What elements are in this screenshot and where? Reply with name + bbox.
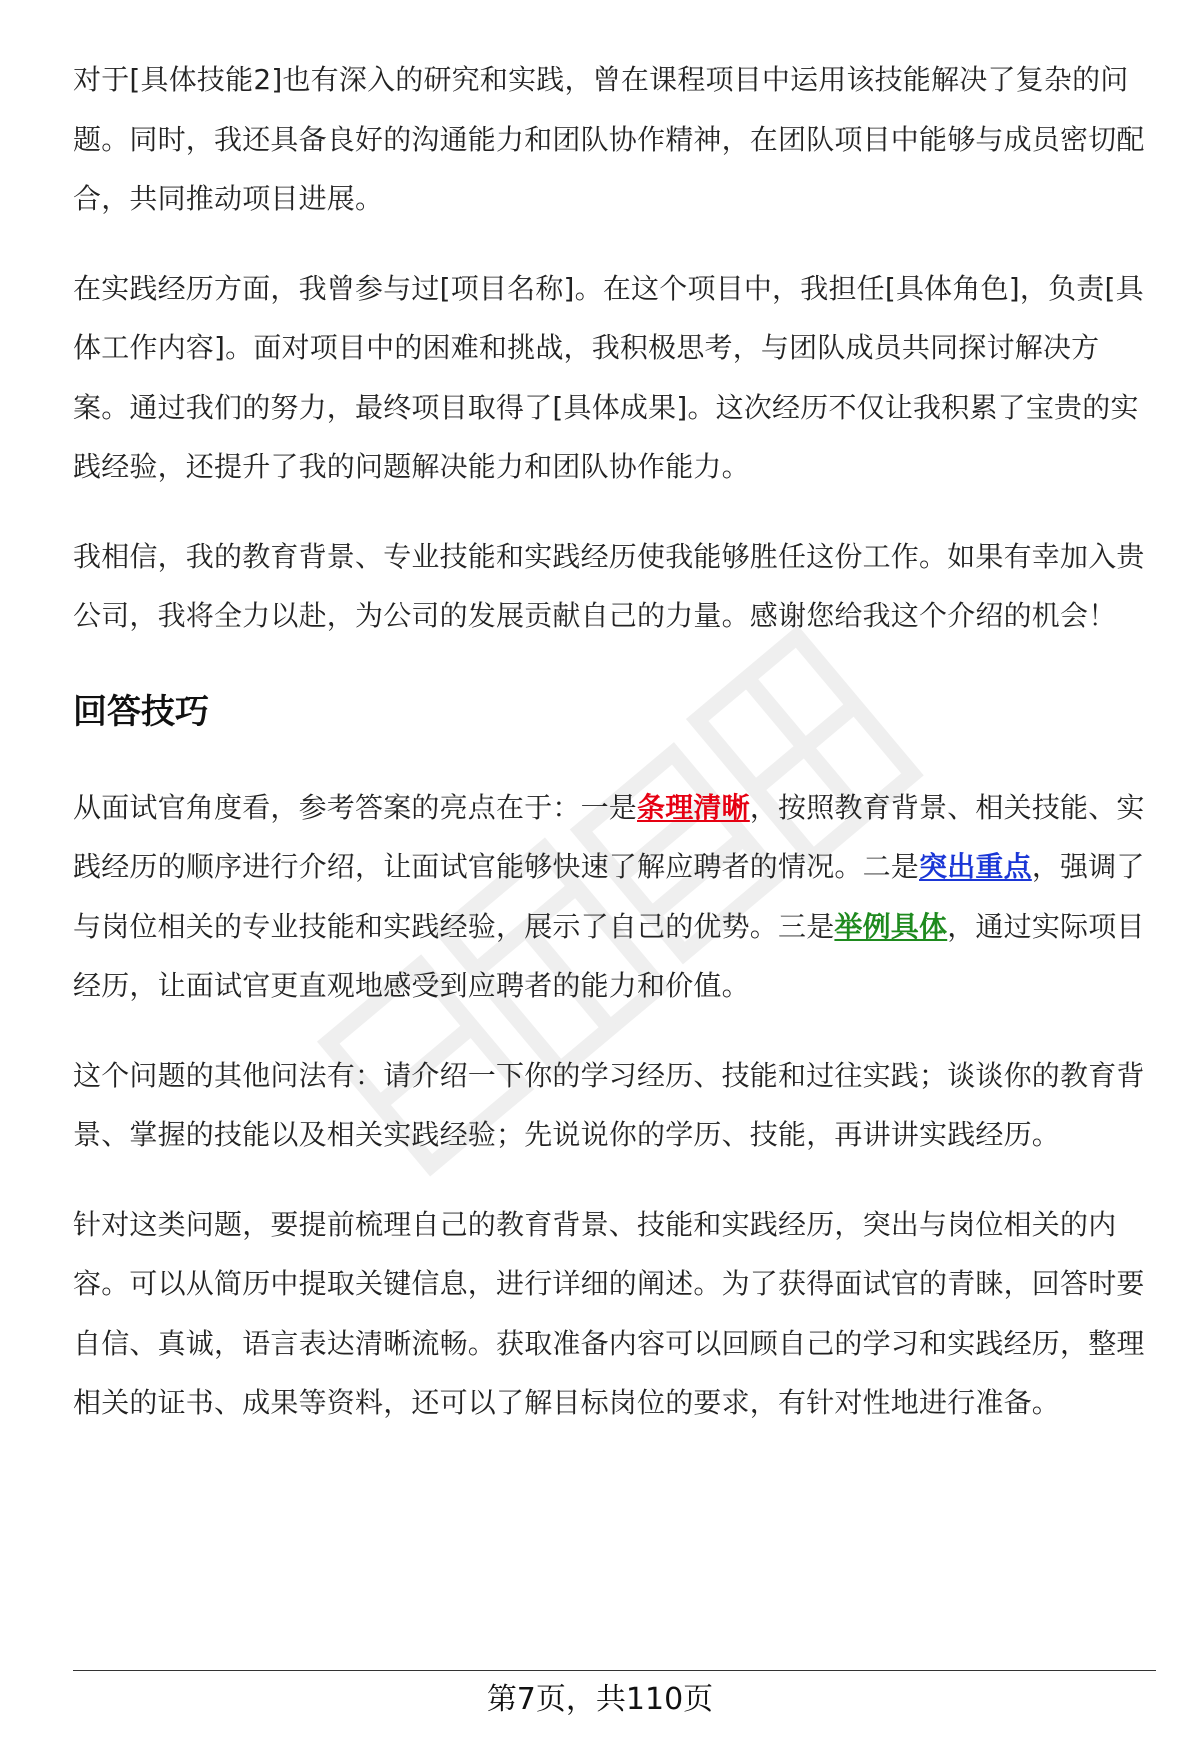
paragraph-skills: 对于[具体技能2]也有深入的研究和实践，曾在课程项目中运用该技能解决了复杂的问题。同时，我还具备良好的沟通能力和团队协作精神，在团队项目中能够与成员密切配合，共同推动项目进展。 [73, 63, 1145, 215]
tips-text-2: ，按照教育背景、相关技能、实践经历的顺序进行介绍，让面试官能够快速了解应聘者的情况。二是 [73, 790, 1145, 883]
paragraph-closing: 我相信，我的教育背景、专业技能和实践经历使我能够胜任这份工作。如果有幸加入贵公司，我将全力以赴，为公司的发展贡献自己的力量。感谢您给我这个介绍的机会！ [73, 539, 1145, 632]
paragraph-tips [73, 778, 1151, 1016]
tips-text-4: ，通过实际项目经历，让面试官更直观地感受到应聘者的能力和价值。 [73, 909, 1145, 1002]
section-heading: 回答技巧 [73, 691, 209, 732]
tips-text-3: ，强调了与岗位相关的专业技能和实践经验，展示了自己的优势。三是 [73, 850, 1145, 943]
page-number: 第7页，共110页 [486, 1682, 714, 1717]
paragraph-alternatives: 这个问题的其他问法有：请介绍一下你的学习经历、技能和过往实践；谈谈你的教育背景、掌握的技能以及相关实践经验；先说说你的学历、技能，再讲讲实践经历。 [73, 1058, 1145, 1151]
document-body [73, 50, 1151, 1463]
paragraph-preparation: 针对这类问题，要提前梳理自己的教育背景、技能和实践经历，突出与岗位相关的内容。可以从简历中提取关键信息，进行详细的阐述。为了获得面试官的青睐，回答时要自信、真诚，语言表达清晰流畅。获取准备内容可以回顾自己的学习和实践经历，整理相关的证书、成果等资料，还可以了解目标岗位的要求，有针对性地进行准备。 [73, 1207, 1145, 1419]
footer-divider [73, 1670, 1156, 1671]
paragraph-practice: 在实践经历方面，我曾参与过[项目名称]。在这个项目中，我担任[具体角色]，负责[具体工作内容]。面对项目中的困难和挑战，我积极思考，与团队成员共同探讨解决方案。通过我们的努力，最终项目取得了[具体成果]。这次经历不仅让我积累了宝贵的实践经验，还提升了我的问题解决能力和团队协作能力。 [73, 271, 1144, 483]
highlight-clear-structure: 条理清晰 [637, 790, 750, 824]
highlight-specific-examples: 举例具体 [834, 909, 948, 943]
highlight-key-points: 突出重点 [919, 850, 1032, 883]
tips-text-1: 从面试官角度看，参考答案的亮点在于：一是 [73, 790, 638, 824]
